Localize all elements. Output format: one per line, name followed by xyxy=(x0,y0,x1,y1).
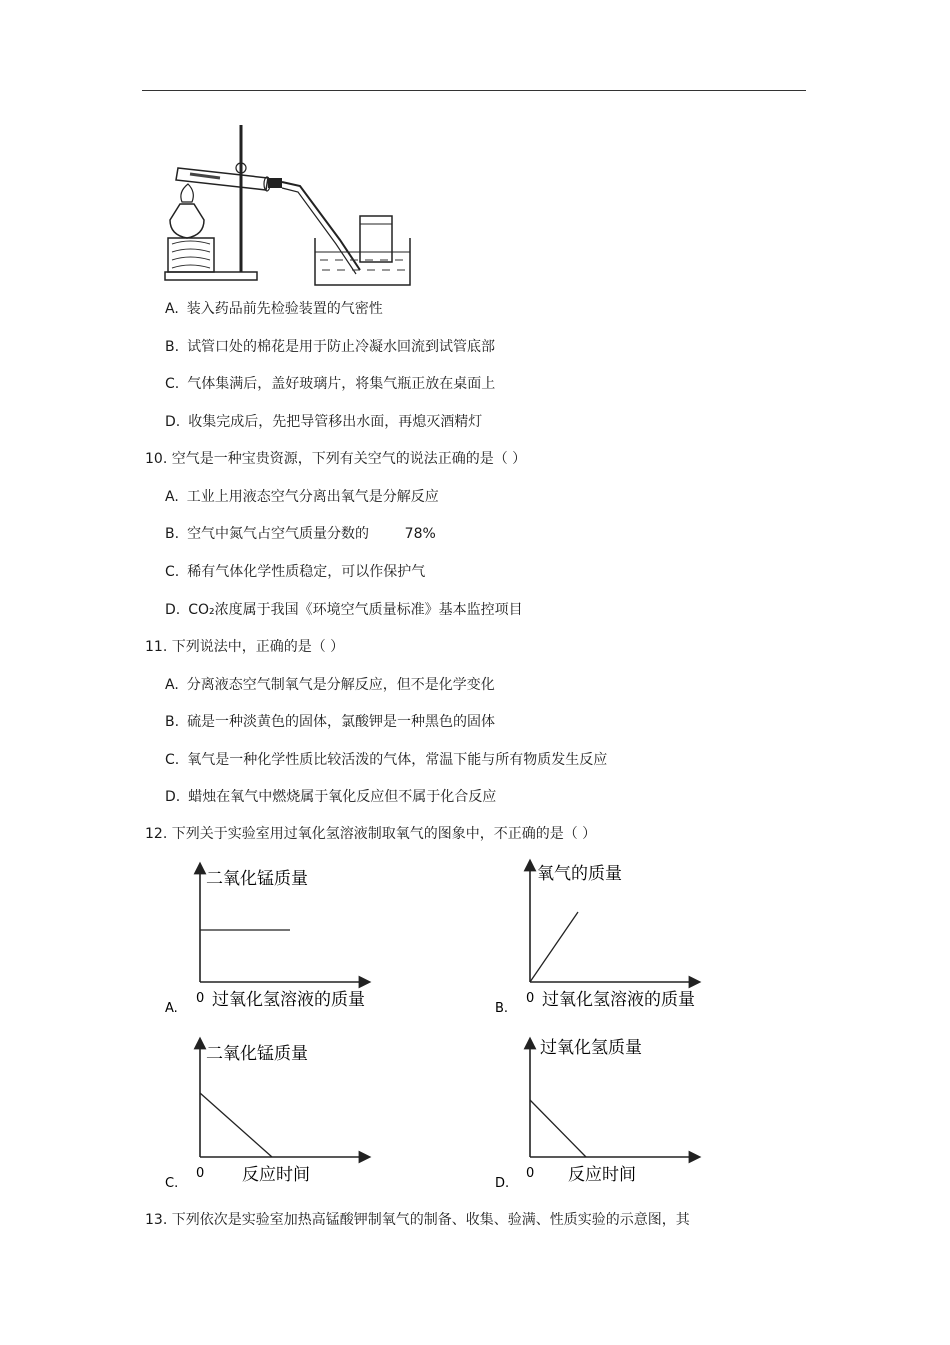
q9-option-a xyxy=(165,300,383,318)
graph-d xyxy=(490,1035,730,1195)
y-axis-label: 二氧化锰质量 xyxy=(206,1044,308,1064)
y-axis-label: 二氧化锰质量 xyxy=(206,869,308,889)
option-text: 收集完成后，先把导管移出水面，再熄灭酒精灯 xyxy=(188,414,483,430)
option-text: 空气中氮气占空气质量分数的 78% xyxy=(187,526,436,542)
x-axis-label: 反应时间 xyxy=(568,1165,636,1185)
q12-stem: 12. 下列关于实验室用过氧化氢溶液制取氧气的图象中，不正确的是（ ） xyxy=(145,826,597,842)
q11-stem: 11. 下列说法中，正确的是（ ） xyxy=(145,639,345,655)
option-key: D. xyxy=(165,602,181,618)
option-text: 硫是一种淡黄色的固体，氯酸钾是一种黑色的固体 xyxy=(187,714,496,730)
origin-label: 0 xyxy=(526,991,535,1006)
option-key: D. xyxy=(165,789,181,805)
q9-option-d xyxy=(165,413,482,431)
option-text: 试管口处的棉花是用于防止冷凝水回流到试管底部 xyxy=(187,339,496,355)
option-text: 装入药品前先检验装置的气密性 xyxy=(186,301,383,317)
option-key: C. xyxy=(165,376,180,392)
q10-option-d xyxy=(165,601,523,619)
q9-option-b xyxy=(165,338,495,356)
graph-key: D. xyxy=(495,1176,510,1191)
q10-option-a xyxy=(165,488,439,506)
option-key: A. xyxy=(165,301,179,317)
option-key: B. xyxy=(165,714,180,730)
option-key: A. xyxy=(165,489,179,505)
q11-option-d xyxy=(165,788,496,806)
y-axis-label: 过氧化氢质量 xyxy=(540,1038,642,1058)
q11-option-c xyxy=(165,751,607,769)
option-text: CO₂浓度属于我国《环境空气质量标准》基本监控项目 xyxy=(188,602,523,618)
option-key: D. xyxy=(165,414,181,430)
data-line xyxy=(530,1100,586,1157)
header-rule xyxy=(142,90,806,91)
q10-option-c xyxy=(165,563,425,581)
graph-b xyxy=(490,855,730,1020)
x-axis-label: 过氧化氢溶液的质量 xyxy=(212,990,365,1010)
option-text: 工业上用液态空气分离出氧气是分解反应 xyxy=(186,489,439,505)
q10-option-b xyxy=(165,525,436,543)
origin-label: 0 xyxy=(196,991,205,1006)
graph-key: C. xyxy=(165,1176,179,1191)
q11-option-b xyxy=(165,713,495,731)
y-axis-label: 氧气的质量 xyxy=(537,864,622,884)
apparatus-illustration xyxy=(160,120,420,290)
q13-stem: 13. 下列依次是实验室加热高锰酸钾制氧气的制备、收集、验满、性质实验的示意图，其 xyxy=(145,1212,690,1228)
graph-key: A. xyxy=(165,1001,178,1016)
option-text: 分离液态空气制氧气是分解反应，但不是化学变化 xyxy=(186,677,495,693)
q9-option-c xyxy=(165,375,495,393)
q11-option-a xyxy=(165,676,495,694)
option-text: 氧气是一种化学性质比较活泼的气体，常温下能与所有物质发生反应 xyxy=(187,752,608,768)
x-axis-label: 过氧化氢溶液的质量 xyxy=(542,990,695,1010)
option-key: A. xyxy=(165,677,179,693)
option-key: B. xyxy=(165,526,180,542)
data-line xyxy=(200,1093,272,1157)
option-key: C. xyxy=(165,752,180,768)
graph-a xyxy=(160,860,400,1020)
q10-stem: 10. 空气是一种宝贵资源，下列有关空气的说法正确的是（ ） xyxy=(145,451,527,467)
data-line xyxy=(530,912,578,982)
option-key: C. xyxy=(165,564,180,580)
origin-label: 0 xyxy=(526,1166,535,1181)
option-text: 气体集满后，盖好玻璃片，将集气瓶正放在桌面上 xyxy=(187,376,496,392)
option-text: 蜡烛在氧气中燃烧属于氧化反应但不属于化合反应 xyxy=(188,789,497,805)
option-text: 稀有气体化学性质稳定，可以作保护气 xyxy=(187,564,426,580)
graph-c xyxy=(160,1035,400,1195)
origin-label: 0 xyxy=(196,1166,205,1181)
x-axis-label: 反应时间 xyxy=(242,1165,310,1185)
graph-key: B. xyxy=(495,1001,509,1016)
option-key: B. xyxy=(165,339,180,355)
